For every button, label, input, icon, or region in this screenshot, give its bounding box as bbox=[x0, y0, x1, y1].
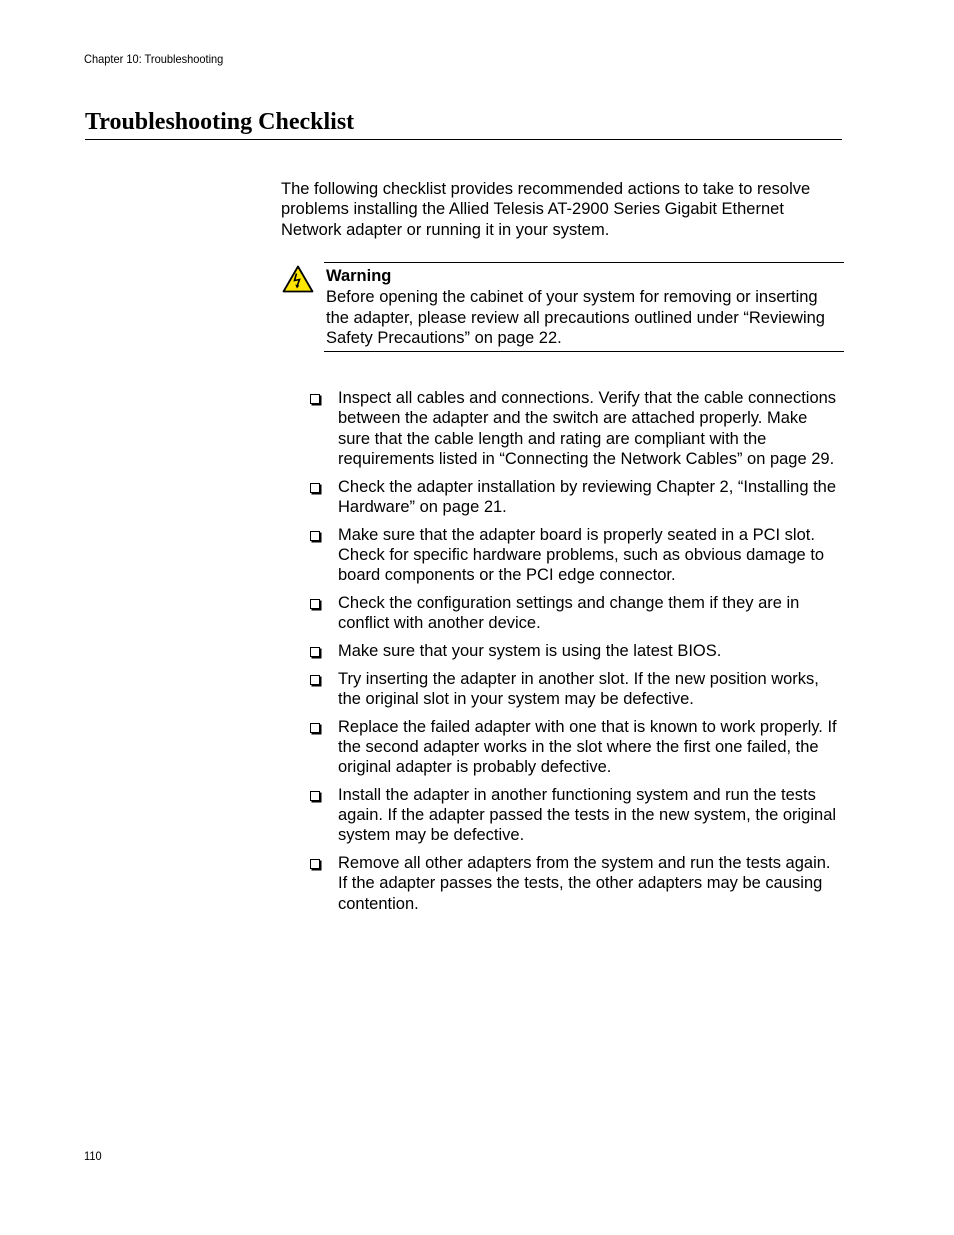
checklist-item bbox=[309, 853, 843, 914]
checkbox-bullet-icon bbox=[310, 394, 320, 404]
checklist-item-text: Try inserting the adapter in another slot. If the new position works, the original slot in your system may be defective. bbox=[338, 669, 819, 708]
checklist-item-text: Make sure that your system is using the latest BIOS. bbox=[338, 641, 722, 660]
checklist-item-text: Inspect all cables and connections. Verify that the cable connections between the adapter and the switch are attached properly. Make sure that the cable length and rating are compliant with the requirements listed in “Connecting the Network Cables” on page 29. bbox=[338, 389, 837, 468]
checklist-item-text: Replace the failed adapter with one that is known to work properly. If the second adapter works in the slot where the first one failed, the original adapter is probably defective. bbox=[338, 717, 837, 777]
page-title: Troubleshooting Checklist bbox=[85, 109, 355, 135]
checklist-item-text: Install the adapter in another functioning system and run the tests again. If the adapter passed the tests in the new system, the original system may be defective. bbox=[338, 785, 837, 845]
checklist-item-text: Check the adapter installation by reviewing Chapter 2, “Installing the Hardware” on page 21. bbox=[338, 477, 837, 516]
intro-paragraph: The following checklist provides recommended actions to take to resolve problems installing the Allied Telesis AT-2900 Series Gigabit Ethernet Network adapter or running it in your system. bbox=[281, 180, 811, 239]
checkbox-bullet-icon bbox=[310, 531, 320, 541]
checklist-item bbox=[309, 669, 843, 710]
title-divider bbox=[85, 139, 842, 140]
page-number: 110 bbox=[84, 1149, 102, 1163]
checklist-item-text: Make sure that the adapter board is properly seated in a PCI slot. Check for specific hardware problems, such as obvious damage to board components or the PCI edge connector. bbox=[338, 525, 825, 585]
checkbox-bullet-icon bbox=[310, 599, 320, 609]
checkbox-bullet-icon bbox=[310, 675, 320, 685]
warning-text: Before opening the cabinet of your system for removing or inserting the adapter, please review all precautions outlined under “Reviewing Safety Precautions” on page 22. bbox=[326, 288, 825, 347]
checklist-item bbox=[309, 717, 843, 778]
checkbox-bullet-icon bbox=[310, 859, 320, 869]
checklist-item bbox=[309, 477, 843, 518]
warning-notice bbox=[282, 262, 843, 352]
checklist-item bbox=[309, 785, 843, 846]
electrical-hazard-warning-icon bbox=[282, 265, 314, 293]
checkbox-bullet-icon bbox=[310, 483, 320, 493]
warning-title: Warning bbox=[326, 267, 392, 285]
checklist-item bbox=[309, 525, 843, 586]
troubleshooting-checklist bbox=[309, 388, 843, 921]
checkbox-bullet-icon bbox=[310, 723, 320, 733]
checklist-item bbox=[309, 641, 843, 661]
checklist-item-text: Check the configuration settings and change them if they are in conflict with another device. bbox=[338, 593, 800, 633]
warning-box bbox=[324, 262, 844, 352]
checklist-item bbox=[309, 593, 843, 634]
checkbox-bullet-icon bbox=[310, 647, 320, 657]
running-header: Chapter 10: Troubleshooting bbox=[84, 52, 224, 66]
checklist-item bbox=[309, 388, 843, 469]
checkbox-bullet-icon bbox=[310, 791, 320, 801]
checklist-item-text: Remove all other adapters from the system and run the tests again. If the adapter passes the tests, the other adapters may be causing contention. bbox=[338, 854, 831, 913]
